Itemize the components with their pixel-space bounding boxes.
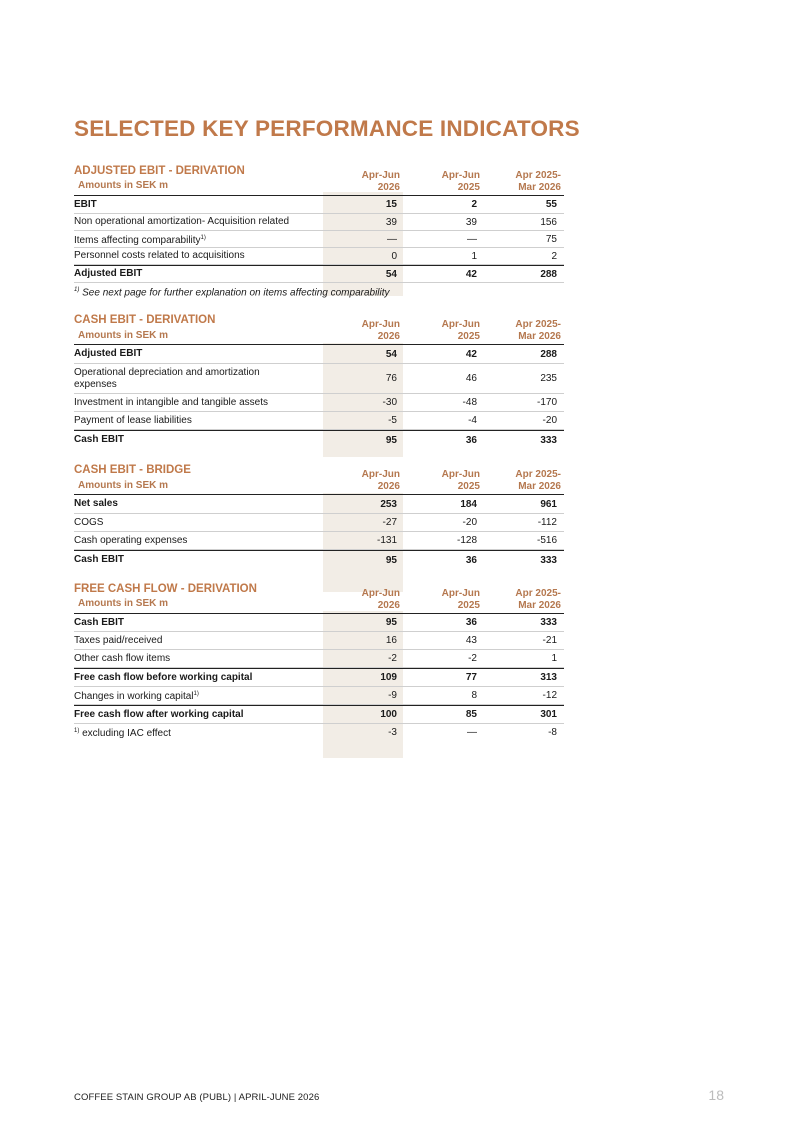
table-row: [74, 495, 564, 514]
row-label: Personnel costs related to acquisitions: [74, 250, 245, 261]
row-label: Adjusted EBIT: [74, 348, 143, 359]
adjusted-ebit-table: [74, 165, 564, 298]
table-row: [74, 614, 564, 632]
cell-value: 313: [540, 672, 557, 683]
column-header-apr-jun-2025: Apr-Jun 2025: [441, 588, 480, 611]
section-subtitle: Amounts in SEK m: [78, 180, 169, 191]
row-label: Operational depreciation and amortization expenses: [74, 366, 260, 390]
cell-value: 42: [465, 348, 477, 360]
cell-value: -4: [468, 415, 477, 426]
cell-value: -112: [537, 517, 557, 528]
cell-value: —: [387, 233, 397, 245]
cell-value: 15: [385, 199, 397, 210]
cell-value: 1: [471, 250, 477, 262]
section-title: CASH EBIT - BRIDGE: [74, 464, 191, 476]
footnote-marker: 1): [200, 234, 206, 241]
row-label-text: Items affecting comparability: [74, 234, 201, 246]
cell-value: 39: [385, 216, 397, 228]
column-header-apr-jun-2026: Apr-Jun 2026: [361, 319, 400, 342]
cell-value: -20: [542, 415, 557, 426]
cell-value: —: [467, 727, 477, 738]
row-label: Free cash flow after working capital: [74, 708, 244, 720]
table-row-total: [74, 550, 564, 569]
cell-value: 42: [465, 268, 477, 280]
cell-value: 100: [380, 709, 397, 720]
table-row-footnote: [74, 724, 564, 741]
table-header: [74, 314, 564, 344]
cell-value: 36: [465, 434, 477, 446]
footnote-marker: 1): [74, 728, 80, 734]
row-label: Cash EBIT: [74, 434, 125, 445]
table-footnote: [74, 287, 564, 298]
table-row-total: [74, 265, 564, 283]
column-header-apr-2025-mar-2026: Apr 2025- Mar 2026: [515, 319, 561, 342]
cell-value: 184: [460, 498, 477, 510]
cell-value: -128: [456, 535, 477, 546]
cell-value: 54: [385, 348, 397, 360]
table-row: [74, 687, 564, 705]
cell-value: 333: [540, 434, 557, 446]
table-row: [74, 650, 564, 668]
cell-value: 76: [385, 373, 397, 384]
cell-value: -5: [388, 415, 397, 426]
row-label: Non operational amortization- Acquisition related: [74, 216, 290, 227]
row-label: Investment in intangible and tangible assets: [74, 396, 269, 408]
column-header-apr-jun-2025: Apr-Jun 2025: [441, 170, 480, 193]
section-subtitle: Amounts in SEK m: [78, 330, 169, 341]
table-row: [74, 364, 564, 394]
cell-value: 77: [465, 672, 477, 683]
cell-value: 288: [540, 268, 557, 280]
table-row: [74, 231, 564, 248]
row-label: Taxes paid/received: [74, 634, 163, 646]
row-label: [74, 688, 320, 703]
section-subtitle: Amounts in SEK m: [78, 598, 169, 609]
table-row: [74, 196, 564, 214]
column-header-apr-2025-mar-2026: Apr 2025- Mar 2026: [515, 588, 561, 611]
cell-value: 36: [465, 617, 477, 628]
row-label: Cash operating expenses: [74, 534, 188, 546]
cell-value: 95: [385, 554, 397, 566]
cell-value: 961: [540, 498, 557, 510]
row-label-text: excluding IAC effect: [79, 728, 171, 739]
cell-value: 54: [385, 268, 397, 280]
table-header: [74, 464, 564, 494]
table-header: [74, 583, 564, 613]
cell-value: -2: [468, 653, 477, 664]
page-number: 18: [708, 1087, 724, 1103]
row-label: [74, 725, 320, 740]
table-row-total: [74, 705, 564, 724]
cell-value: 156: [540, 216, 557, 228]
cell-value: 55: [545, 199, 557, 210]
cell-value: 95: [385, 617, 397, 628]
cell-value: 95: [385, 434, 397, 446]
table-row: [74, 412, 564, 430]
cell-value: -20: [462, 517, 477, 528]
footnote-marker: 1): [74, 287, 80, 293]
section-title: FREE CASH FLOW - DERIVATION: [74, 583, 257, 595]
cell-value: 253: [380, 498, 397, 510]
cell-value: -12: [542, 690, 557, 701]
row-label: Payment of lease liabilities: [74, 414, 192, 426]
cell-value: 36: [465, 554, 477, 566]
column-header-apr-jun-2026: Apr-Jun 2026: [361, 588, 400, 611]
table-row: [74, 632, 564, 650]
cell-value: 85: [465, 709, 477, 720]
cell-value: -516: [536, 535, 557, 546]
table-row: [74, 248, 564, 265]
cell-value: 2: [471, 199, 477, 210]
cell-value: -8: [548, 727, 557, 738]
cell-value: 333: [540, 617, 557, 628]
row-label: Net sales: [74, 498, 118, 509]
table-row-subtotal: [74, 668, 564, 687]
cell-value: 333: [540, 554, 557, 566]
row-label: Adjusted EBIT: [74, 268, 143, 279]
row-label: Cash EBIT: [74, 554, 125, 565]
table-row: [74, 514, 564, 532]
cell-value: -131: [376, 535, 397, 546]
column-header-apr-jun-2026: Apr-Jun 2026: [361, 469, 400, 492]
table-row: [74, 394, 564, 412]
cell-value: 2: [551, 250, 557, 262]
footnote-text: See next page for further explanation on items affecting comparability: [82, 287, 390, 299]
row-label: Free cash flow before working capital: [74, 671, 253, 683]
table-row-total: [74, 430, 564, 449]
section-title: ADJUSTED EBIT - DERIVATION: [74, 165, 245, 177]
column-header-apr-2025-mar-2026: Apr 2025- Mar 2026: [515, 170, 561, 193]
cell-value: 16: [385, 635, 397, 646]
row-label: EBIT: [74, 198, 97, 210]
cell-value: 235: [540, 373, 557, 384]
cell-value: -2: [388, 653, 397, 664]
column-header-apr-jun-2025: Apr-Jun 2025: [441, 469, 480, 492]
row-label: COGS: [74, 516, 104, 528]
column-header-apr-jun-2025: Apr-Jun 2025: [441, 319, 480, 342]
cell-value: 288: [540, 348, 557, 360]
cell-value: 46: [465, 373, 477, 384]
cell-value: —: [467, 233, 477, 245]
page-footer: COFFEE STAIN GROUP AB (PUBL) | APRIL-JUNE 2026: [74, 1092, 320, 1103]
cell-value: 43: [465, 635, 477, 646]
cell-value: 1: [551, 653, 557, 664]
cash-ebit-bridge-table: [74, 464, 564, 569]
cell-value: -48: [462, 397, 477, 408]
row-label-text: Changes in working capital: [74, 691, 194, 702]
cell-value: 0: [391, 250, 397, 262]
cell-value: -170: [536, 397, 557, 408]
cell-value: 39: [465, 216, 477, 228]
page-title: SELECTED KEY PERFORMANCE INDICATORS: [74, 116, 580, 141]
column-header-apr-2025-mar-2026: Apr 2025- Mar 2026: [515, 469, 561, 492]
table-row: [74, 345, 564, 364]
row-label: Cash EBIT: [74, 616, 125, 628]
section-subtitle: Amounts in SEK m: [78, 480, 169, 491]
footnote-marker: 1): [193, 691, 199, 697]
cell-value: -3: [388, 727, 397, 738]
cell-value: -21: [542, 635, 557, 646]
cell-value: 301: [540, 709, 557, 720]
table-row: [74, 214, 564, 231]
column-header-apr-jun-2026: Apr-Jun 2026: [361, 170, 400, 193]
cell-value: 109: [380, 672, 397, 683]
row-label: Other cash flow items: [74, 652, 171, 664]
cell-value: -9: [388, 690, 397, 701]
table-header: [74, 165, 564, 195]
cell-value: 8: [471, 690, 477, 701]
cell-value: -27: [382, 517, 397, 528]
free-cash-flow-table: [74, 583, 564, 741]
cell-value: -30: [382, 397, 397, 408]
cash-ebit-derivation-table: [74, 314, 564, 449]
table-row: [74, 532, 564, 550]
section-title: CASH EBIT - DERIVATION: [74, 314, 216, 326]
row-label: [74, 232, 320, 247]
cell-value: 75: [545, 233, 557, 245]
